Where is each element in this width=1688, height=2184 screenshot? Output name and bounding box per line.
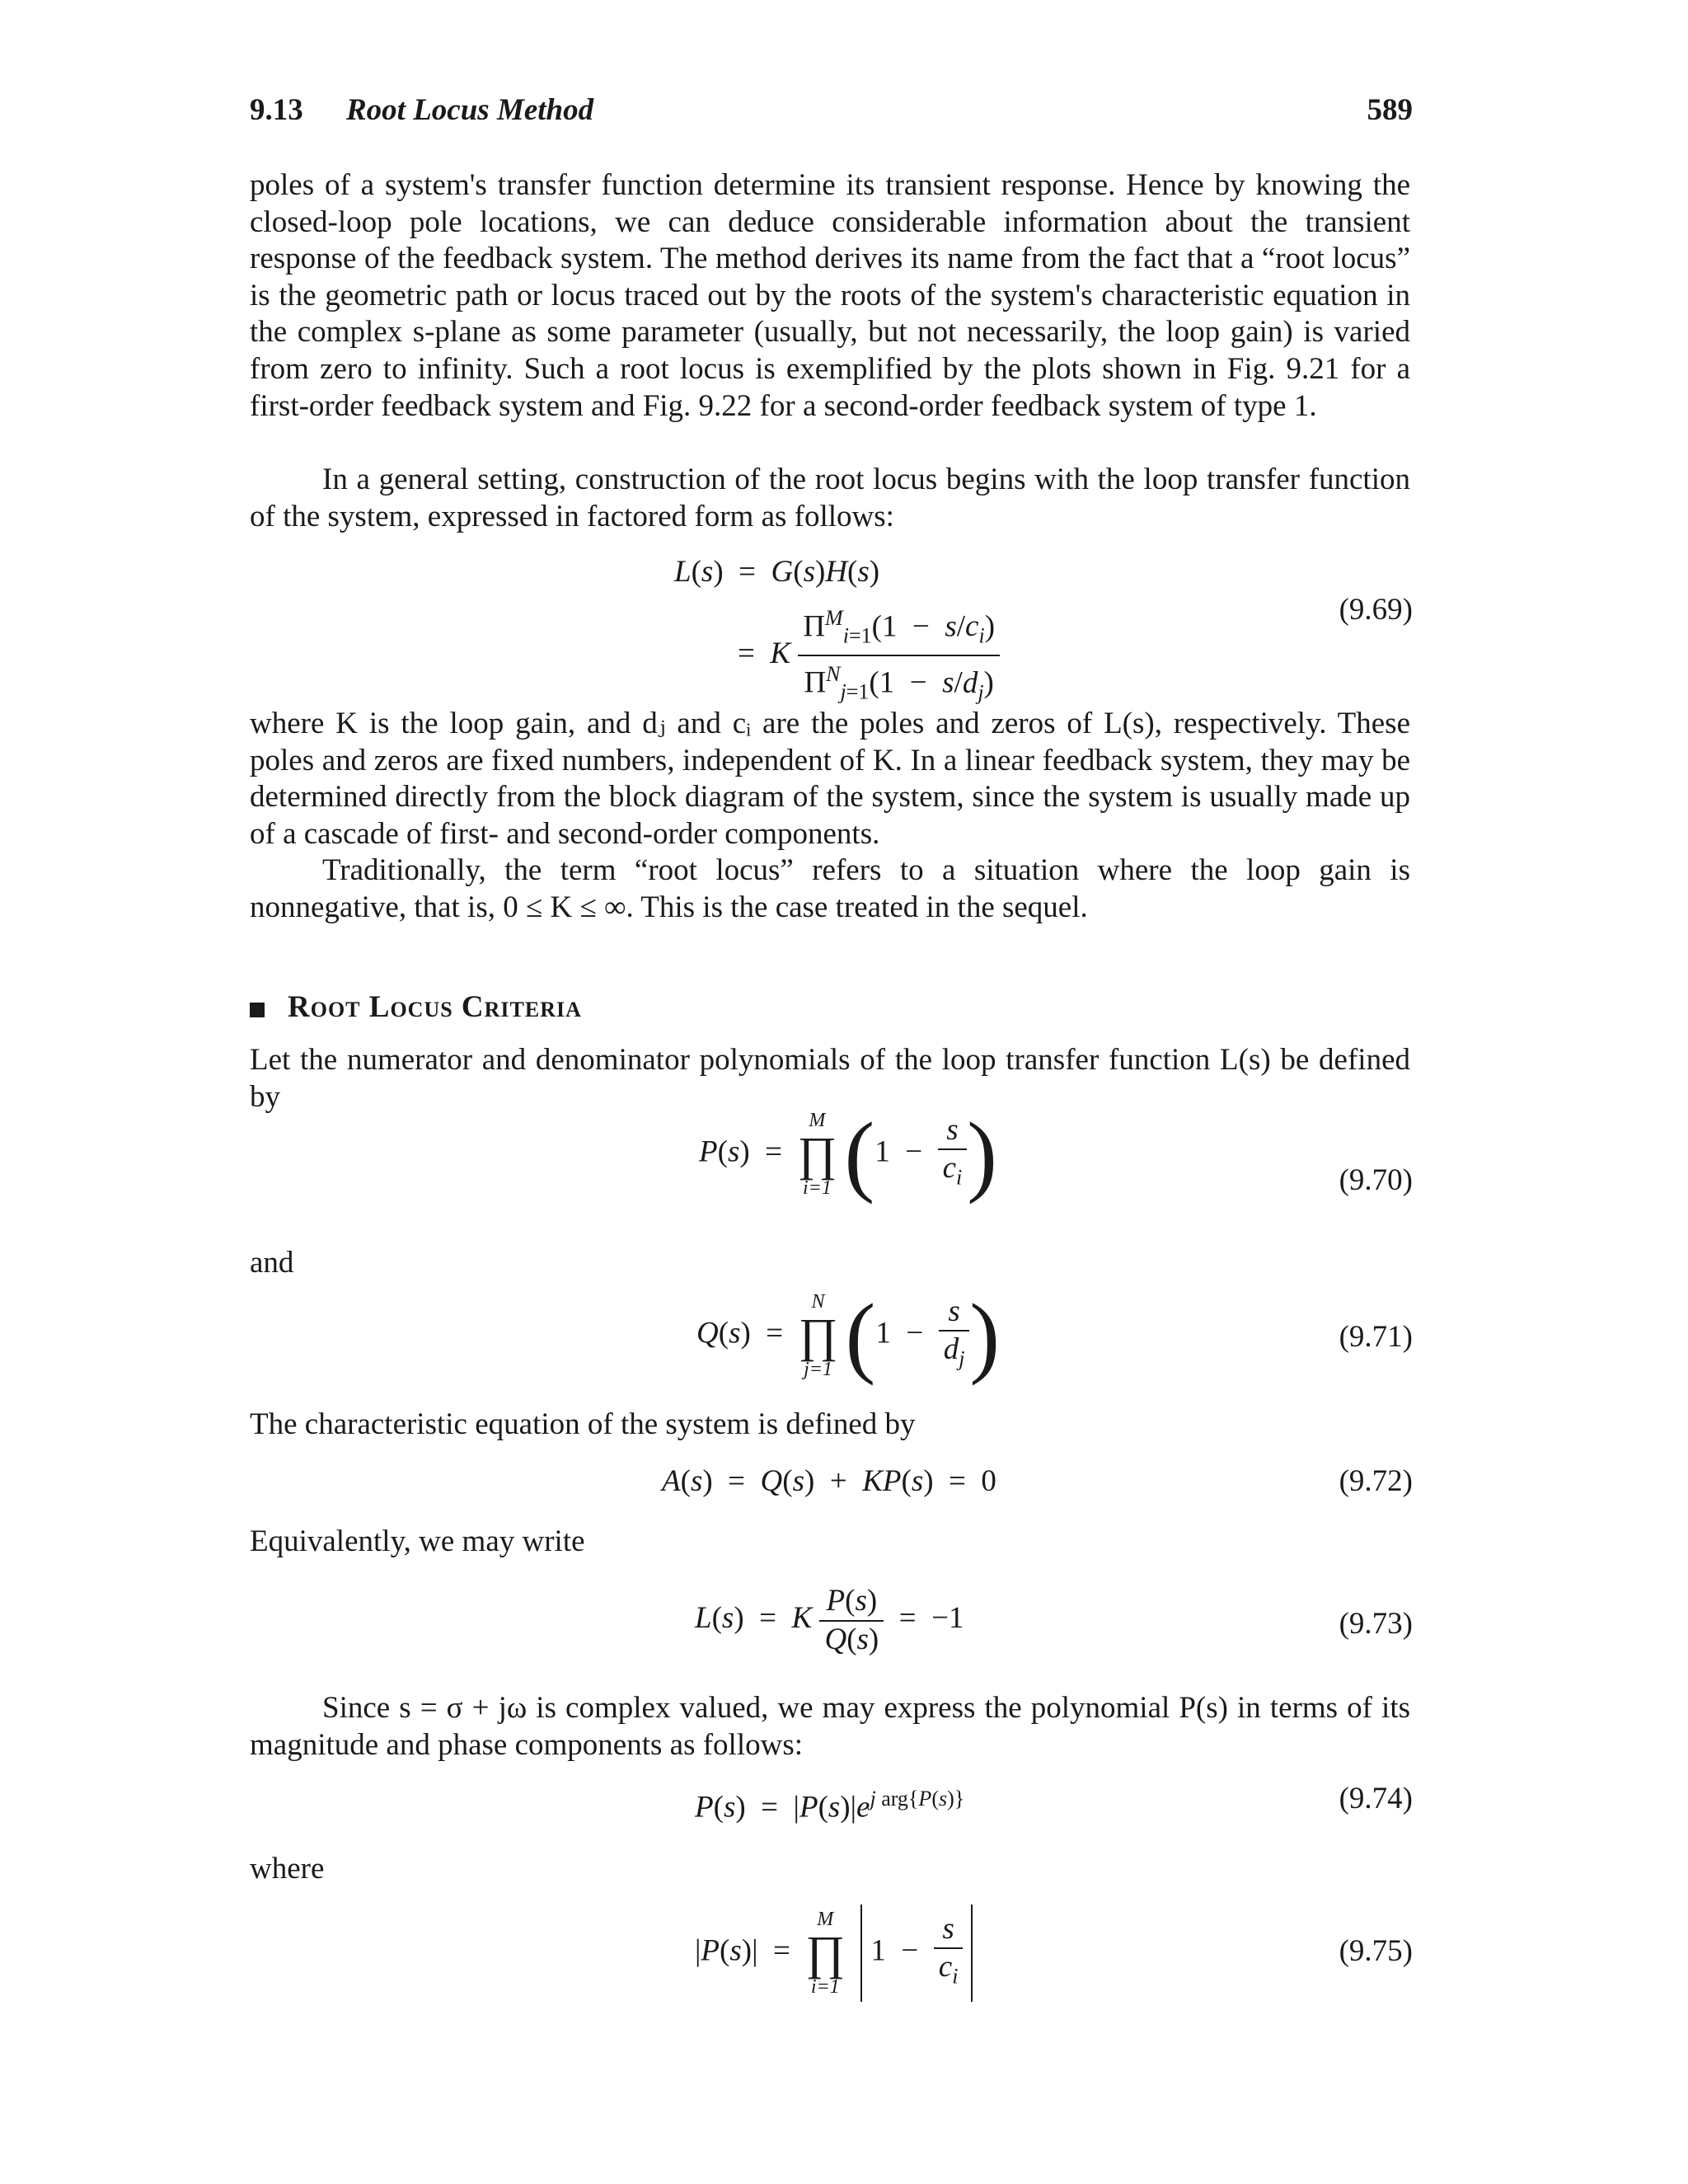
- paragraph-7: Equivalently, we may write: [250, 1524, 585, 1558]
- section-heading: Root Locus Criteria: [250, 989, 582, 1026]
- equation-9-74: $P(s) = |P(s)|e^{j arg\{P(s)\}}$: [695, 1787, 965, 1825]
- equation-number-9-72: (9.72): [1339, 1464, 1413, 1498]
- equation-number-9-71: (9.71): [1339, 1320, 1413, 1354]
- paragraph-6: The characteristic equation of the system is defined by: [250, 1407, 916, 1441]
- equation-number-9-73: (9.73): [1339, 1607, 1413, 1641]
- paragraph-3: where K is the loop gain, and dⱼ and cᵢ are the poles and zeros of L(s), respectively. These poles and zeros are fixed numbers, independent of K. In a linear feedback system, they may be determined directly from the block diagram of the system, since the system is usually made up of a cascade of first- and second-order components.: [250, 707, 1410, 851]
- equation-9-75: |P(s)| = M ∏ i=1 1 − $\frac{s}{c_i}$: [695, 1905, 981, 2002]
- equation-number-9-69: (9.69): [1339, 593, 1413, 627]
- paragraph-5: Let the numerator and denominator polynomials of the loop transfer function L(s) be defined by: [250, 1043, 1410, 1114]
- text-where: where: [250, 1852, 325, 1886]
- equation-9-73: L(s) = K $\frac{P(s)}{Q(s)}$ = −1: [695, 1583, 964, 1658]
- equation-number-9-75: (9.75): [1339, 1934, 1413, 1968]
- equation-9-69-line1: L(s) = G(s)H(s): [674, 555, 880, 589]
- header-section-number: 9.13: [250, 93, 303, 127]
- equation-9-72: A(s) = Q(s) + KP(s) = 0: [662, 1464, 996, 1498]
- equation-9-71: Q(s) = N ∏ j=1 (1 − $\frac{s}{d_j}$ ): [696, 1285, 1001, 1386]
- section-bullet-icon: [250, 1003, 265, 1017]
- text-and: and: [250, 1246, 294, 1280]
- paragraph-1: poles of a system's transfer function determine its transient response. Hence by knowing the closed-loop pole locations, we can deduce considerable information about the transient response of the feedback system. The method derives its name from the fact that a “root locus” is the geometric path or locus traced out by the roots of the system's characteristic equation in the complex s-plane as some parameter (usually, but not necessarily, the loop gain) is varied from zero to infinity. Such a root locus is exemplified by the plots shown in Fig. 9.21 for a first-order feedback system and Fig. 9.22 for a second-order feedback system of type 1.: [250, 168, 1410, 423]
- paragraph-2: In a general setting, construction of the root locus begins with the loop transfer function of the system, expressed in factored form as follows:: [250, 463, 1410, 533]
- paragraph-4: Traditionally, the term “root locus” refers to a situation where the loop gain is nonnegative, that is, 0 ≤ K ≤ ∞. This is the case treated in the sequel.: [250, 853, 1410, 924]
- equation-9-70: P(s) = M ∏ i=1 (1 − $\frac{s}{c_i}$ ): [699, 1104, 997, 1205]
- header-page-number: 589: [1367, 93, 1413, 127]
- equation-9-69-fraction: $\frac{\Pi^M_{i=1}(1 - s/c_i)}{\Pi^N_{j=1}(1 - s/d_j)}$: [798, 600, 1000, 712]
- header-section-title: Root Locus Method: [346, 93, 594, 127]
- equation-number-9-74: (9.74): [1339, 1782, 1413, 1815]
- equation-number-9-70: (9.70): [1339, 1163, 1413, 1197]
- equation-9-69-line2: = K $\frac{\Pi^M_{i=1}(1 - s/c_i)}{\Pi^N_{j=1}(1 - s/d_j)}$: [738, 600, 1000, 712]
- paragraph-8: Since s = σ + jω is complex valued, we may express the polynomial P(s) in terms of its magnitude and phase components as follows:: [250, 1691, 1410, 1762]
